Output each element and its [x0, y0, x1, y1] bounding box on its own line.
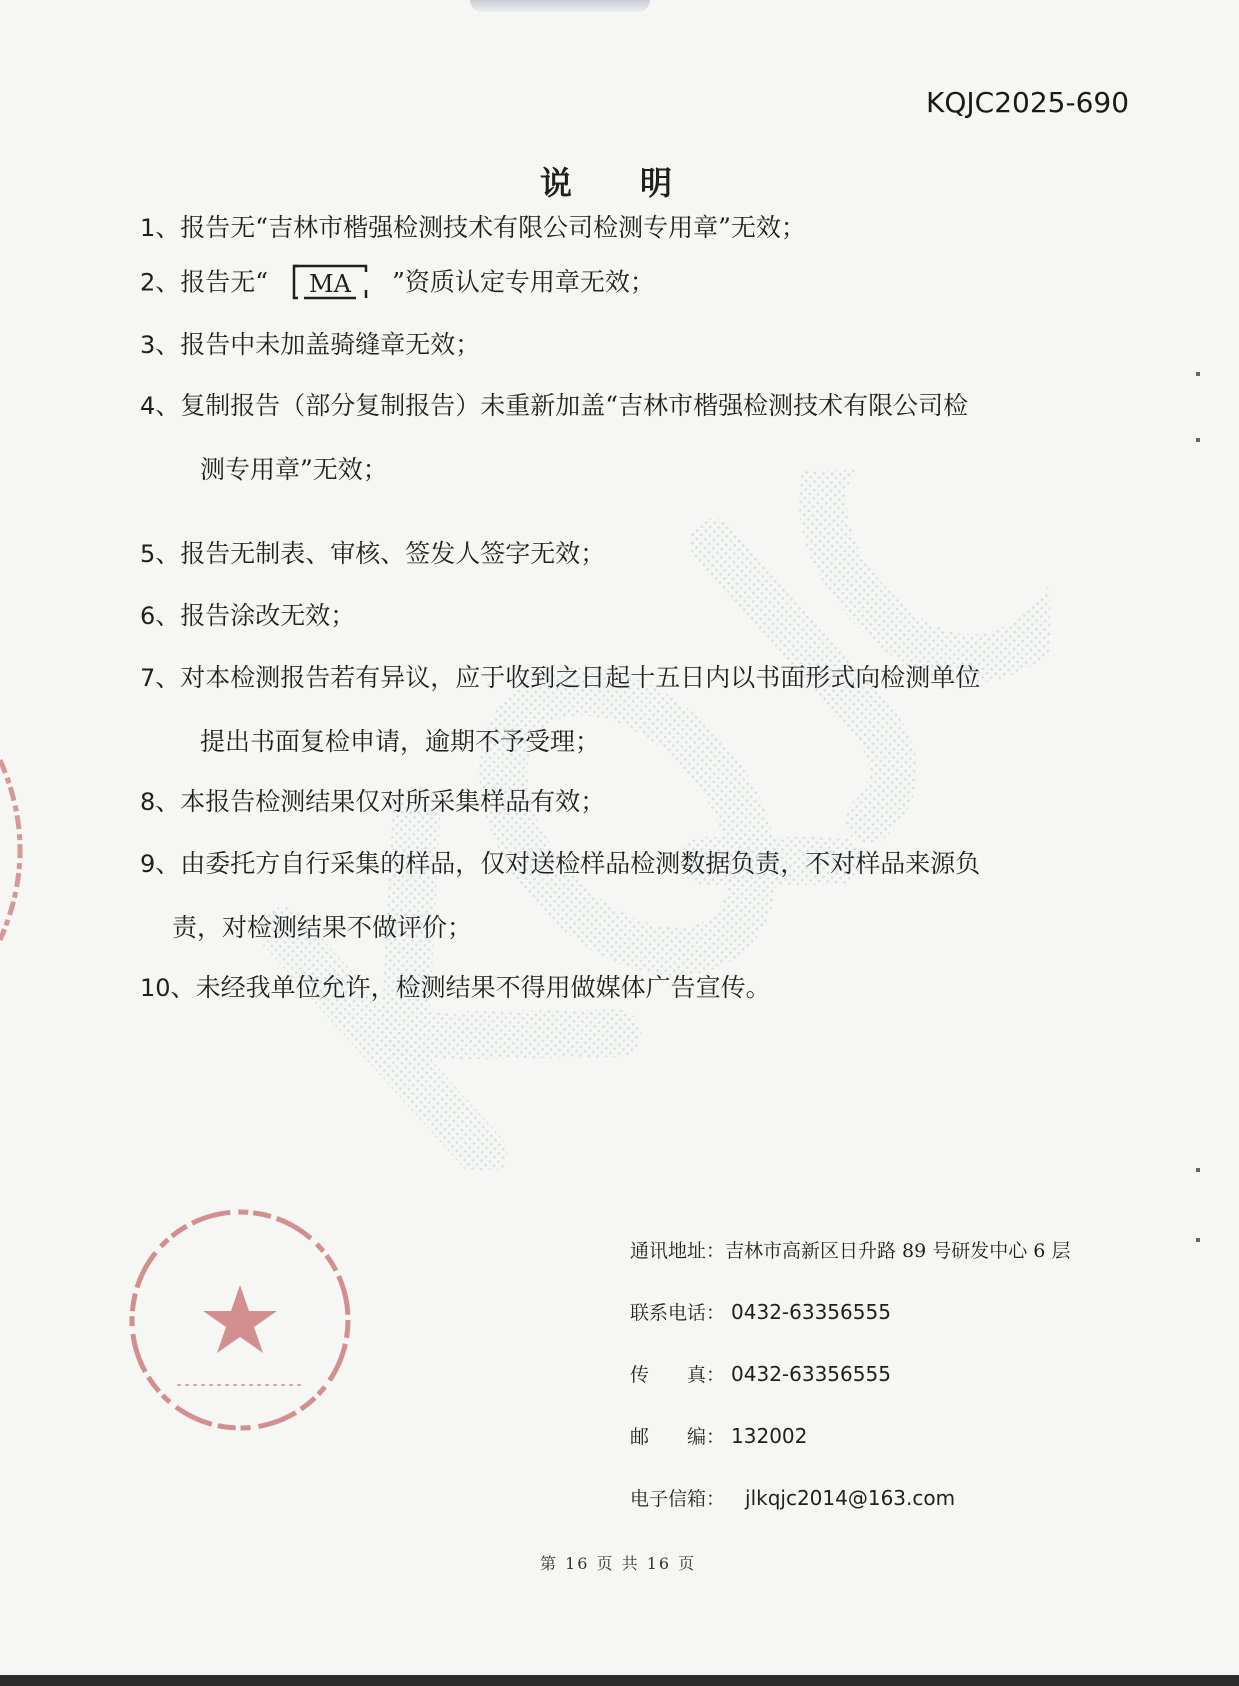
scanner-artifact-top — [470, 0, 650, 12]
list-item: 2、报告无“ MA ”资质认定专用章无效； — [140, 262, 655, 306]
address-row: 通讯地址：吉林市高新区日升路 89 号研发中心 6 层 — [630, 1240, 1071, 1262]
fax-row: 传 真： 0432-63356555 — [630, 1362, 891, 1386]
list-item: 6、报告涂改无效； — [140, 601, 356, 630]
page-title: 说明 — [540, 164, 741, 202]
scan-dot — [1196, 372, 1200, 376]
kqjc-watermark — [150, 470, 1050, 1170]
partial-edge-seal — [0, 750, 40, 950]
ma-badge-frame — [290, 262, 370, 302]
scanner-artifact-bottom — [0, 1675, 1239, 1686]
list-item: 9、由委托方自行采集的样品，仅对送检样品检测数据负责，不对样品来源负 责，对检测结果不做评价； — [140, 849, 981, 942]
svg-text:MA: MA — [309, 270, 352, 298]
email-row: 电子信箱： jlkqjc2014@163.com — [630, 1486, 956, 1510]
postcode-row: 邮 编： 132002 — [630, 1424, 808, 1448]
official-seal — [125, 1205, 355, 1435]
scan-dot — [1196, 438, 1200, 442]
list-item: 8、本报告检测结果仅对所采集样品有效； — [140, 787, 606, 816]
report-number: KQJC2025-690 — [926, 86, 1130, 119]
list-item: 10、未经我单位允许，检测结果不得用做媒体广告宣传。 — [140, 973, 771, 1002]
scan-dot — [1196, 1168, 1200, 1172]
list-item: 4、复制报告（部分复制报告）未重新加盖“吉林市楷强检测技术有限公司检 测专用章”无效； — [140, 391, 969, 484]
list-item: 3、报告中未加盖骑缝章无效； — [140, 330, 481, 359]
list-item: 1、报告无“吉林市楷强检测技术有限公司检测专用章”无效； — [140, 213, 806, 242]
list-item: 5、报告无制表、审核、签发人签字无效； — [140, 539, 606, 568]
phone-row: 联系电话： 0432-63356555 — [630, 1300, 891, 1324]
list-item: 7、对本检测报告若有异议，应于收到之日起十五日内以书面形式向检测单位 提出书面复检申请，逾期不予受理； — [140, 663, 981, 756]
ma-certification-badge — [290, 262, 370, 302]
page-number: 第 16 页 共 16 页 — [540, 1554, 697, 1573]
scan-dot — [1196, 1238, 1200, 1242]
